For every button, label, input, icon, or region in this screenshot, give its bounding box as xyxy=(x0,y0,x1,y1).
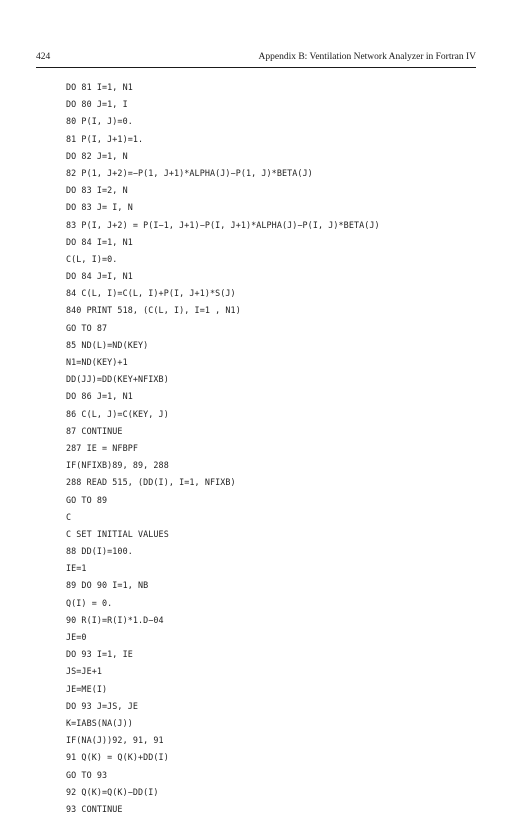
code-line: 81 P(I, J+1)=1. xyxy=(66,133,144,144)
code-line: GO TO 93 xyxy=(66,769,108,780)
code-line: 87 CONTINUE xyxy=(66,425,123,436)
code-line: DD(JJ)=DD(KEY+NFIXB) xyxy=(66,374,169,385)
code-line: 86 C(L, J)=C(KEY, J) xyxy=(66,408,169,419)
page-header xyxy=(36,52,476,68)
code-line: 91 Q(K) = Q(K)+DD(I) xyxy=(66,752,169,763)
code-line: N1=ND(KEY)+1 xyxy=(66,357,128,367)
code-line: IE=1 xyxy=(66,563,87,574)
code-line: 90 R(I)=R(I)*1.D−04 xyxy=(66,614,164,625)
code-line: DO 84 J=I, N1 xyxy=(66,271,133,282)
code-line: 88 DD(I)=100. xyxy=(66,546,133,557)
code-line: JE=0 xyxy=(66,632,87,642)
code-line: 287 IE = NFBPF xyxy=(66,442,138,453)
code-line: DO 83 J= I, N xyxy=(66,202,133,213)
code-line: Q(I) = 0. xyxy=(66,597,113,608)
code-line: 840 PRINT 518, (C(L, I), I=1 , N1) xyxy=(66,305,241,316)
code-line: C xyxy=(66,511,72,522)
code-line: DO 93 I=1, IE xyxy=(66,649,133,660)
code-line: IF(NFIXB)89, 89, 288 xyxy=(66,460,169,471)
code-line: GO TO 89 xyxy=(66,494,108,505)
code-line: DO 84 I=1, N1 xyxy=(66,236,133,247)
code-line: C SET INITIAL VALUES xyxy=(66,528,169,539)
code-line: DO 83 I=2, N xyxy=(66,185,128,196)
code-line: GO TO 87 xyxy=(66,322,108,333)
code-line: 83 P(I, J+2) = P(I−1, J+1)−P(I, J+1)*ALPHA(J)−P(I, J)*BETA(J) xyxy=(66,219,380,230)
fortran-code-listing xyxy=(66,79,486,818)
code-line: 288 READ 515, (DD(I), I=1, NFIXB) xyxy=(66,477,236,488)
code-line: 85 ND(L)=ND(KEY) xyxy=(66,339,149,350)
code-line: JE=ME(I) xyxy=(66,683,108,694)
code-line: 89 DO 90 I=1, NB xyxy=(66,580,149,591)
code-line: IF(NA(J))92, 91, 91 xyxy=(66,735,164,746)
code-line: DO 86 J=1, N1 xyxy=(66,391,133,402)
code-line: DO 93 J=JS, JE xyxy=(66,700,138,711)
code-line: 93 CONTINUE xyxy=(66,803,123,814)
code-line: JS=JE+1 xyxy=(66,666,102,677)
header-rule xyxy=(36,67,476,68)
running-title: Appendix B: Ventilation Network Analyzer in Fortran IV xyxy=(258,52,476,62)
code-line: 80 P(I, J)=0. xyxy=(66,116,133,127)
code-line: DO 81 I=1, N1 xyxy=(66,82,133,92)
code-line: 84 C(L, I)=C(L, I)+P(I, J+1)*S(J) xyxy=(66,288,236,299)
code-line: K=IABS(NA(J)) xyxy=(66,717,133,728)
code-line: 92 Q(K)=Q(K)−DD(I) xyxy=(66,786,159,797)
code-line: DO 82 J=1, N xyxy=(66,150,128,161)
page-number: 424 xyxy=(36,52,51,62)
code-line: 82 P(1, J+2)=−P(1, J+1)*ALPHA(J)−P(1, J)*BETA(J) xyxy=(66,167,313,178)
code-line: C(L, I)=0. xyxy=(66,253,118,264)
code-line: DO 80 J=1, I xyxy=(66,99,128,110)
